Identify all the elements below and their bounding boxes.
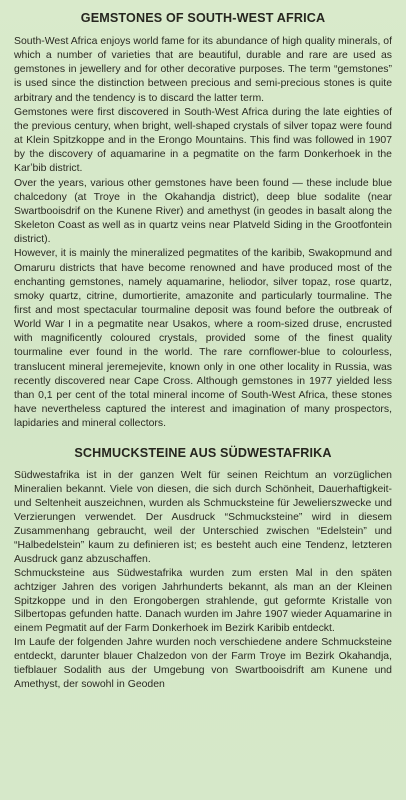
english-title: GEMSTONES OF SOUTH-WEST AFRICA: [80, 11, 326, 25]
german-paragraph: Schmucksteine aus Südwestafrika wurden zum ersten Mal in den späten achtziger Jahren des vorigen Jahrhunderts bekannt, als man an der Kleinen Spitzkoppe und in den Erongobergen strahlende, gut geformte Kristalle von Silbertopas gefunden hatte. Danach wurden im Jahre 1907 wieder Aquamarine in einem Pegmatit auf der Farm Donkerhoek im Bezirk Karibib entdeckt.: [14, 567, 392, 635]
english-paragraph: South-West Africa enjoys world fame for its abundance of high quality minerals, of which a number of varieties that are beautiful, durable and rare are used as gemstones in jewellery and for other decorative purposes. The term “gemstones” is used since the distinction between precious and semi-precious stones is quite arbitrary and the tendency is to discard the latter term.: [14, 36, 392, 104]
english-paragraph: Over the years, various other gemstones have been found — these include blue chalcedony (at Troye in the Okahandja district), deep blue sodalite (near Swartbooisdrif on the Kunene River) and amethyst (in geodes in basalt along the Skeleton Coast as well as in quartz veins near Platveld Siding in the Grootfontein district).: [14, 177, 392, 246]
german-title: SCHMUCKSTEINE AUS SÜDWESTAFRIKA: [74, 446, 332, 461]
english-section: [14, 10, 392, 431]
german-section: [14, 445, 392, 692]
english-paragraph: However, it is mainly the mineralized pegmatites of the karibib, Swakopmund and Omaruru districts that have become renowned and have produced most of the enchanting gemstones, namely aquamarine, heliodor, silver topaz, rose quartz, smoky quartz, citrine, dumortierite, amazonite and particularly tourmaline. The first and most spectacular tourmaline deposit was found before the outbreak of World War I in a pegmatite near Usakos, where a room-sized druse, encrusted with magnificently coloured crystals, provided some of the finest quality tourmaline ever found in the world. The rare cornflower-blue to colourless, translucent mineral jeremejevite, known only in one other locality in Russia, was recently discovered near Cape Cross. Although gemstones in 1977 yielded less than 0,1 per cent of the total mineral income of South-West Africa, these stones have nevertheless captured the interest and imagination of many prospectors, lapidaries and mineral collectors.: [14, 248, 392, 430]
german-paragraph: Im Laufe der folgenden Jahre wurden noch verschiedene andere Schmucksteine entdeckt, darunter blauer Chalzedon von der Farm Troye im Bezirk Okahandja, tiefblauer Sodalith aus der Umgebung von Swartbooisdrift am Kunene und Amethyst, der sowohl in Geoden: [14, 637, 392, 690]
english-paragraph: Gemstones were first discovered in South-West Africa during the late eighties of the previous century, when bright, well-shaped crystals of silver topaz were found at Klein Spitzkoppe and in the Erongo Mountains. This find was followed in 1907 by the discovery of aquamarine in a pegmatite on the farm Donkerhoek in the Karʼbib district.: [14, 106, 392, 175]
german-paragraph: Südwestafrika ist in der ganzen Welt für seinen Reichtum an vorzüglichen Mineralien bekannt. Viele von diesen, die sich durch Schönheit, Dauerhaftigkeit- und Seltenheit auszeichnen, wurden als Schmucksteine für Jewelierszwecke und Verzierungen verwendet. Der Ausdruck “Schmucksteine” wird in diesem Zusammenhang gebraucht, weil der Unterschied zwischen “Edelstein” und “Halbedelstein” kaum zu definieren ist; es besteht auch eine Tendenz, letzteren Ausdruck ganz abzuschaffen.: [14, 470, 392, 565]
